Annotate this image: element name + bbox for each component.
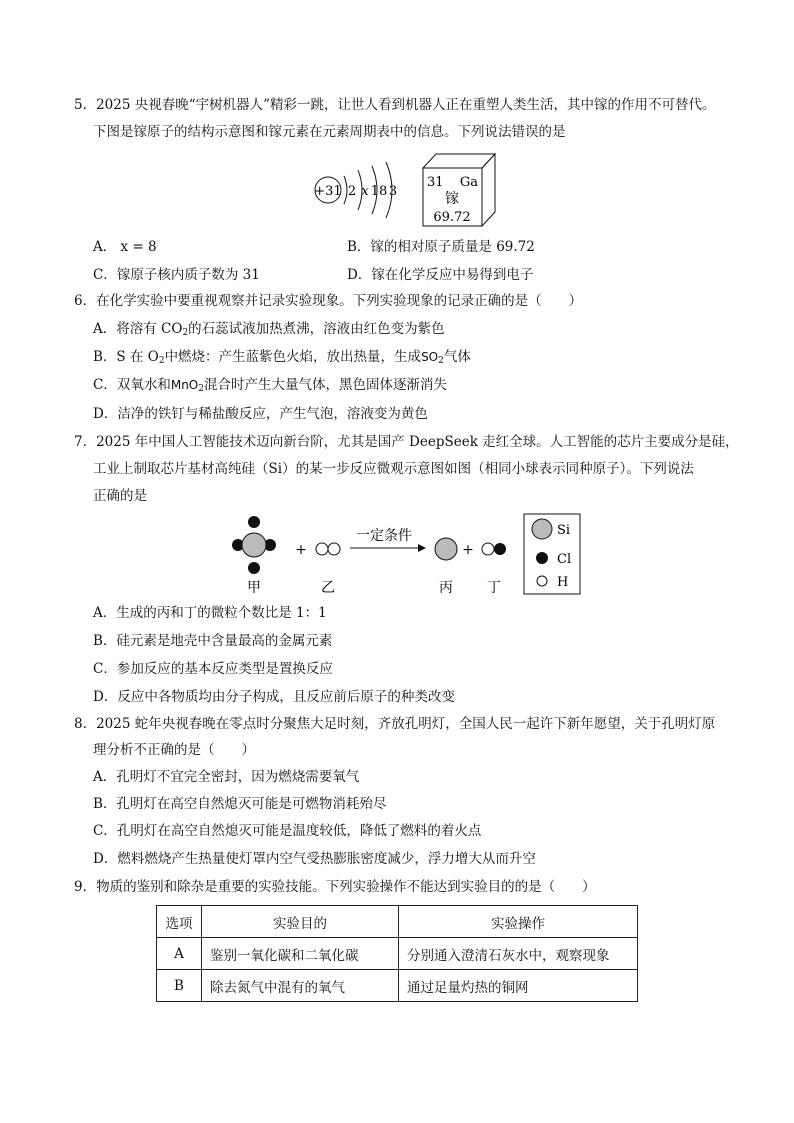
label-jia: 甲 <box>247 580 261 596</box>
q7-option-b[interactable]: B．硅元素是地壳中含量最高的金属元素 <box>93 633 333 649</box>
element-name: 镓 <box>445 191 459 207</box>
table-header-row <box>157 906 638 938</box>
gallium-atom-diagram <box>310 160 420 224</box>
row-a-purpose: 鉴别一氧化碳和二氧化碳 <box>202 938 399 970</box>
q8-option-c[interactable]: C．孔明灯在高空自然熄灭可能是温度较低，降低了燃料的着火点 <box>93 823 482 839</box>
q5-option-c[interactable]: C．镓原子核内质子数为 31 <box>93 267 260 283</box>
row-b-option[interactable]: B <box>157 970 202 1002</box>
q9-experiment-table <box>156 905 638 1002</box>
shell-4-electrons: 3 <box>388 184 398 199</box>
reaction-micro-diagram <box>226 512 586 596</box>
q8-option-d[interactable]: D．燃料燃烧产生热量使灯罩内空气受热膨胀密度减少，浮力增大从而升空 <box>93 851 536 867</box>
shell-2-electrons: x <box>361 184 369 199</box>
q6-option-b[interactable]: B．S 在 $O_2$中燃烧：产生蓝紫色火焰，放出热量，生成$SO_2$气体 <box>93 349 471 366</box>
legend-si: Si <box>557 523 571 538</box>
q5-stem-line1: 5．2025 央视春晚“宇树机器人”精彩一跳，让世人看到机器人正在重塑人类生活，其中镓的作用不可替代。 <box>74 97 716 113</box>
legend-cl: Cl <box>557 552 572 567</box>
row-a-operation: 分别通入澄清石灰水中，观察现象 <box>399 938 638 970</box>
header-option: 选项 <box>157 906 202 938</box>
q7-stem-line2: 工业上制取芯片基材高纯硅（Si）的某一步反应微观示意图如图（相同小球表示同种原子）。下列说法 <box>93 461 694 477</box>
label-ding: 丁 <box>487 580 501 596</box>
q5-option-a[interactable]: A． x = 8 <box>93 239 157 255</box>
atom-legend <box>524 514 580 594</box>
plus-sign-2: + <box>462 542 474 558</box>
q7-stem-line3: 正确的是 <box>93 488 147 504</box>
shell-1-electrons: 2 <box>347 184 357 199</box>
molecule-ding <box>482 543 506 555</box>
element-mass: 69.72 <box>433 210 471 225</box>
q6-option-a[interactable]: A．将溶有 $CO_2$的石蕊试液加热煮沸，溶液由红色变为紫色 <box>93 321 445 338</box>
q8-stem-line2: 理分析不正确的是（ ） <box>93 742 255 758</box>
molecule-yi <box>316 543 340 555</box>
q7-stem-line1: 7．2025 年中国人工智能技术迈向新台阶，尤其是国产 DeepSeek 走红全球。人工智能的芯片主要成分是硅， <box>74 434 739 450</box>
atom-nucleus: +31 <box>314 184 342 199</box>
element-atomic-number: 31 <box>427 175 444 190</box>
q6-option-c[interactable]: C．双氧水和MnO$_2$混合时产生大量气体，黑色固体逐渐消失 <box>93 377 447 394</box>
q5-option-d[interactable]: D．镓在化学反应中易得到电子 <box>347 267 534 283</box>
shell-3-electrons: 18 <box>370 184 388 199</box>
molecule-bing <box>435 538 457 560</box>
row-b-purpose: 除去氮气中混有的氧气 <box>202 970 399 1002</box>
legend-h: H <box>557 575 569 590</box>
plus-sign-1: + <box>295 542 307 558</box>
q7-option-a[interactable]: A．生成的丙和丁的微粒个数比是 1：1 <box>93 605 327 621</box>
q8-stem-line1: 8．2025 蛇年央视春晚在零点时分聚焦大足时刻，齐放孔明灯，全国人民一起许下新年愿望，关于孔明灯原 <box>74 716 716 732</box>
label-bing: 丙 <box>439 580 453 596</box>
q6-option-d[interactable]: D．洁净的铁钉与稀盐酸反应，产生气泡，溶液变为黄色 <box>93 406 428 422</box>
q5-stem-line2: 下图是镓原子的结构示意图和镓元素在元素周期表中的信息。下列说法错误的是 <box>93 124 566 140</box>
table-row <box>157 938 638 970</box>
q9-stem: 9．物质的鉴别和除杂是重要的实验技能。下列实验操作不能达到实验目的的是（ ） <box>74 879 596 895</box>
row-a-option[interactable]: A <box>157 938 202 970</box>
gallium-periodic-cell <box>418 150 500 230</box>
q6-stem: 6．在化学实验中要重视观察并记录实验现象。下列实验现象的记录正确的是（ ） <box>74 293 583 309</box>
header-purpose: 实验目的 <box>202 906 399 938</box>
q7-option-c[interactable]: C．参加反应的基本反应类型是置换反应 <box>93 661 333 677</box>
q5-option-b[interactable]: B．镓的相对原子质量是 69.72 <box>347 239 535 255</box>
header-operation: 实验操作 <box>399 906 638 938</box>
element-symbol: Ga <box>459 175 478 190</box>
q8-option-a[interactable]: A．孔明灯不宜完全密封，因为燃烧需要氧气 <box>93 769 360 785</box>
table-row <box>157 970 638 1002</box>
q8-option-b[interactable]: B．孔明灯在高空自然熄灭可能是可燃物消耗殆尽 <box>93 796 387 812</box>
molecule-jia <box>232 516 276 574</box>
q7-option-d[interactable]: D．反应中各物质均由分子构成，且反应前后原子的种类改变 <box>93 689 455 705</box>
row-b-operation: 通过足量灼热的铜网 <box>399 970 638 1002</box>
label-yi: 乙 <box>321 580 335 596</box>
reaction-condition: 一定条件 <box>356 528 412 544</box>
